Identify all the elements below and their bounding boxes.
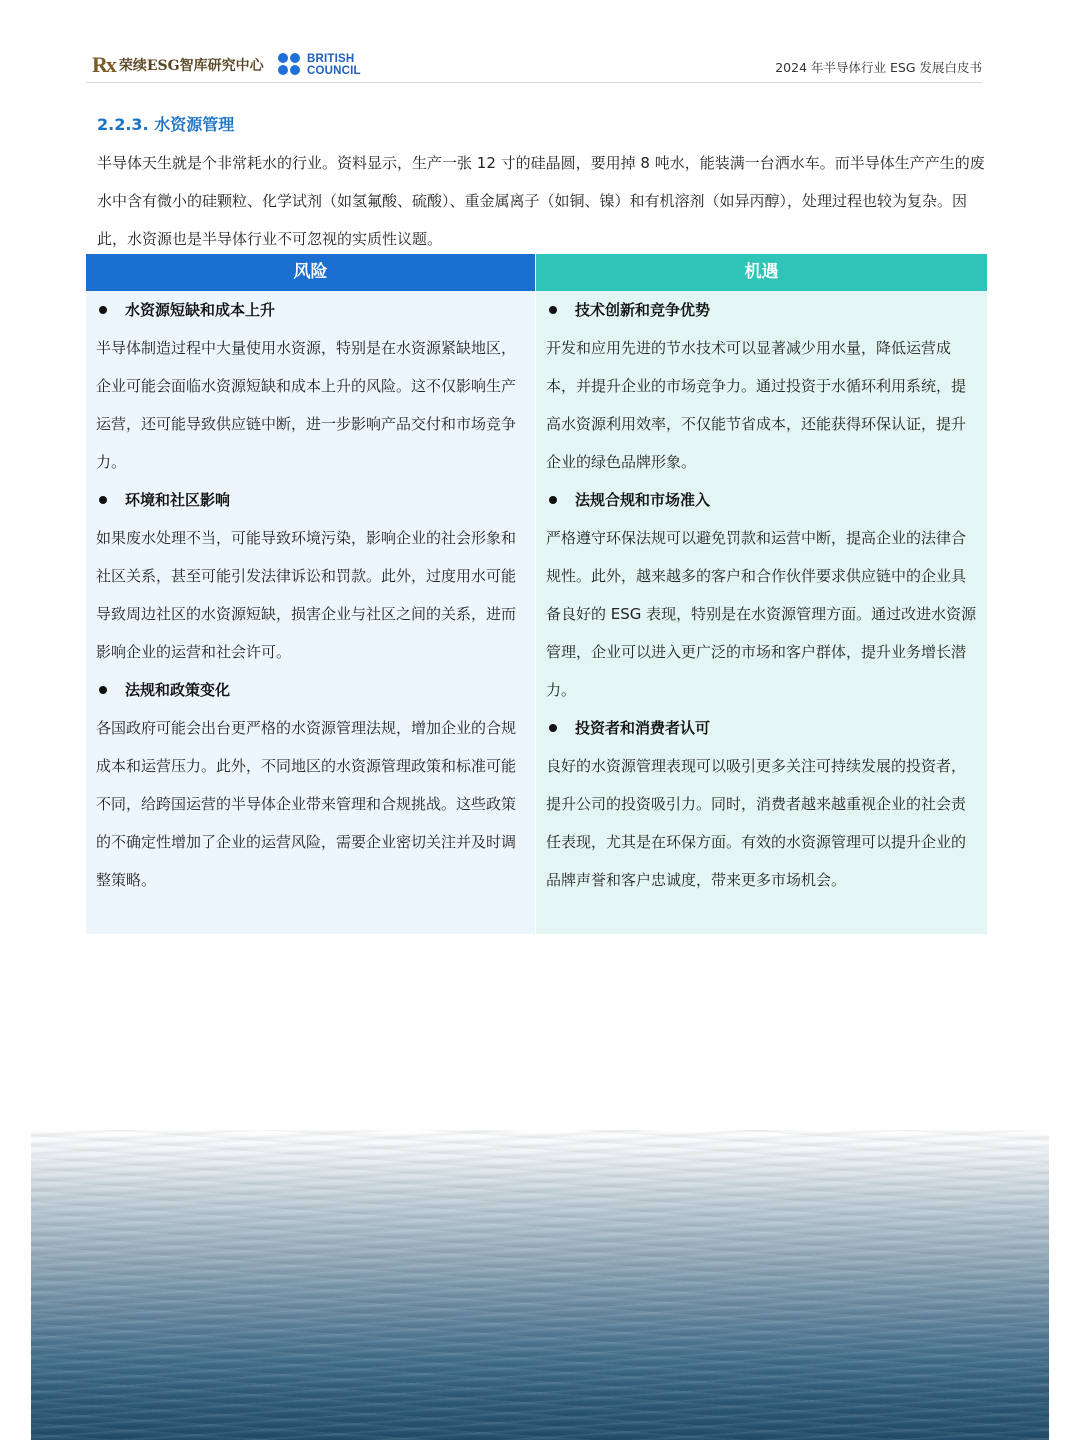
rongxu-logo — [92, 52, 264, 78]
opportunity-item-title — [546, 291, 977, 329]
opportunity-column — [536, 254, 987, 934]
bullet-icon — [99, 496, 107, 504]
opportunity-item-title — [546, 709, 977, 747]
opportunity-item-3-title: 投资者和消费者认可 — [575, 719, 711, 737]
bc-line-2: COUNCIL — [307, 65, 361, 77]
risk-item-1-text: 半导体制造过程中大量使用水资源，特别是在水资源紧缺地区，企业可能会面临水资源短缺和成本上升的风险。这不仅影响生产运营，还可能导致供应链中断，进一步影响产品交付和市场竞争力。 — [96, 339, 517, 471]
bc-line-1: BRITISH — [307, 53, 355, 65]
opportunity-item-1-text: 开发和应用先进的节水技术可以显著减少用水量，降低运营成本，并提升企业的市场竞争力。通过投资于水循环利用系统，提高水资源利用效率，不仅能节省成本，还能获得环保认证，提升企业的绿色品牌形象。 — [546, 339, 967, 471]
bullet-icon — [549, 724, 557, 732]
risk-item-2-text: 如果废水处理不当，可能导致环境污染，影响企业的社会形象和社区关系，甚至可能引发法律诉讼和罚款。此外，过度用水可能导致周边社区的水资源短缺，损害企业与社区之间的关系，进而影响企业的运营和社会许可。 — [96, 529, 517, 661]
opportunity-item-2-text: 严格遵守环保法规可以避免罚款和运营中断，提高企业的法律合规性。此外，越来越多的客户和合作伙伴要求供应链中的企业具备良好的 ESG 表现，特别是在水资源管理方面。通过改进水资源管理，企业可以进入更广泛的市场和客户群体，提升业务增长潜力。 — [546, 529, 977, 699]
bullet-icon — [99, 306, 107, 314]
section-intro: 半导体天生就是个非常耗水的行业。资料显示，生产一张 12 寸的硅晶圆，要用掉 8 吨水，能装满一台洒水车。而半导体生产产生的废水中含有微小的硅颗粒、化学试剂（如氢氟酸、硫酸）、重金属离子（如铜、镍）和有机溶剂（如异丙醇），处理过程也较为复杂。因此，水资源也是半导体行业不可忽视的实质性议题。 — [97, 154, 985, 248]
opportunity-item-2-title: 法规合规和市场准入 — [575, 491, 711, 509]
british-council-wordmark — [307, 53, 361, 77]
bullet-icon — [549, 306, 557, 314]
risk-item-3-title: 法规和政策变化 — [125, 681, 231, 699]
british-council-logo — [278, 51, 361, 79]
risk-header: 风险 — [86, 254, 535, 291]
rongxu-logo-text: 荣续ESG智库研究中心 — [118, 58, 264, 74]
risk-opportunity-table — [86, 254, 987, 934]
page-header — [86, 48, 982, 83]
sea-background-image — [31, 1130, 1049, 1440]
risk-item-title — [96, 481, 525, 519]
risk-item-title — [96, 671, 525, 709]
section-title: 2.2.3. 水资源管理 — [97, 115, 235, 134]
opportunity-header: 机遇 — [536, 254, 987, 291]
risk-item-1-title: 水资源短缺和成本上升 — [125, 301, 276, 319]
opportunity-item-1-title: 技术创新和竞争优势 — [575, 301, 711, 319]
document-title: 2024 年半导体行业 ESG 发展白皮书 — [775, 60, 982, 75]
bullet-icon — [549, 496, 557, 504]
opportunity-item-title — [546, 481, 977, 519]
bullet-icon — [99, 686, 107, 694]
risk-item-title — [96, 291, 525, 329]
opportunity-item-3-text: 良好的水资源管理表现可以吸引更多关注可持续发展的投资者，提升公司的投资吸引力。同时，消费者越来越重视企业的社会责任表现，尤其是在环保方面。有效的水资源管理可以提升企业的品牌声誉和客户忠诚度，带来更多市场机会。 — [546, 757, 967, 889]
british-council-dots-icon — [278, 53, 302, 77]
risk-column — [86, 254, 536, 934]
risk-item-3-text: 各国政府可能会出台更严格的水资源管理法规，增加企业的合规成本和运营压力。此外，不同地区的水资源管理政策和标准可能不同，给跨国运营的半导体企业带来管理和合规挑战。这些政策的不确定性增加了企业的运营风险，需要企业密切关注并及时调整策略。 — [96, 719, 517, 889]
rx-logo-mark: Rx — [92, 52, 115, 77]
risk-item-2-title: 环境和社区影响 — [125, 491, 231, 509]
